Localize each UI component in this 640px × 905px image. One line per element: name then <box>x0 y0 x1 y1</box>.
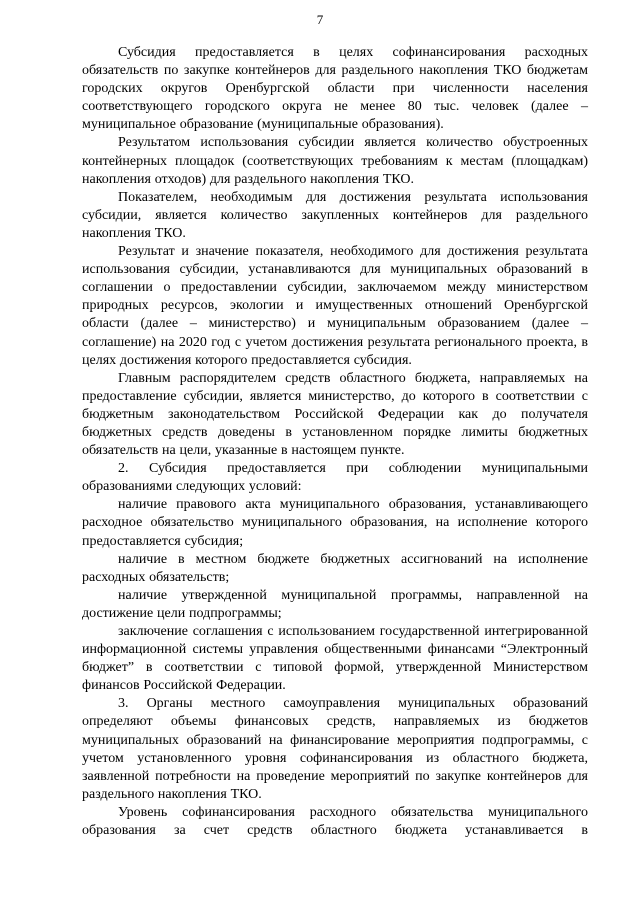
paragraph-indicator: Показателем, необходимым для достижения результата использования субсидии, является количество закупленных контейнеров для раздельного накопления ТКО. <box>82 189 588 241</box>
paragraph-result-value: Результат и значение показателя, необходимого для достижения результата использования субсидии, устанавливаются для муниципальных образований в соглашении о предоставлении субсидии, заключаемом между министерством природных ресурсов, экологии и имущественных отношений Оренбургской области (далее – министерство) и муниципальным образованием (далее – соглашение) на 2020 год с учетом достижения результата регионального проекта, в целях достижения которого предоставляется субсидия. <box>82 244 588 368</box>
paragraph-condition-agreement: заключение соглашения с использованием государственной интегрированной информационной системы управления общественными финансами “Электронный бюджет” в соответствии с типовой формой, утвержденной Министерством финансов Российской Федерации. <box>82 624 588 694</box>
paragraph-chief-administrator: Главным распорядителем средств областного бюджета, направляемых на предоставление субсидии, является министерство, до которого в соответствии с бюджетным законодательством Российской Федерации как до получателя бюджетных средств доведены в установленном порядке лимиты бюджетных обязательств на цели, указанные в настоящем пункте. <box>82 370 588 459</box>
paragraph-cofinancing-level: Уровень софинансирования расходного обязательства муниципального образования за счет средств областного бюджета устанавливается в <box>82 804 588 839</box>
paragraph-local-authorities: 3. Органы местного самоуправления муниципальных образований определяют объемы финансовых средств, направляемых из бюджетов муниципальных образований на финансирование мероприятия подпрограммы, с учетом установленного уровня софинансирования из областного бюджета, заявленной потребности на проведение мероприятий по закупке контейнеров для раздельного накопления ТКО. <box>82 696 588 802</box>
paragraph-condition-legal-act: наличие правового акта муниципального образования, устанавливающего расходное обязательство муниципального образования, на исполнение которого предоставляется субсидия; <box>82 497 588 549</box>
paragraph-conditions-intro: 2. Субсидия предоставляется при соблюдении муниципальными образованиями следующих условий: <box>82 461 588 495</box>
paragraph-condition-program: наличие утвержденной муниципальной программы, направленной на достижение цели подпрограммы; <box>82 587 588 621</box>
paragraph-subsidy-result: Результатом использования субсидии является количество обустроенных контейнерных площадок (соответствующих требованиям к местам (площадкам) накопления отходов) для раздельного накопления ТКО. <box>82 135 588 187</box>
paragraph-condition-budget: наличие в местном бюджете бюджетных ассигнований на исполнение расходных обязательств; <box>82 551 588 585</box>
paragraph-subsidy-purpose: Субсидия предоставляется в целях софинансирования расходных обязательств по закупке контейнеров для раздельного накопления ТКО бюджетам городских округов Оренбургской области при численности населения соответствующего городского округа не менее 80 тыс. человек (далее – муниципальное образование (муниципальные образования). <box>82 45 588 133</box>
document-body <box>82 44 588 840</box>
page-number: 7 <box>316 12 324 27</box>
